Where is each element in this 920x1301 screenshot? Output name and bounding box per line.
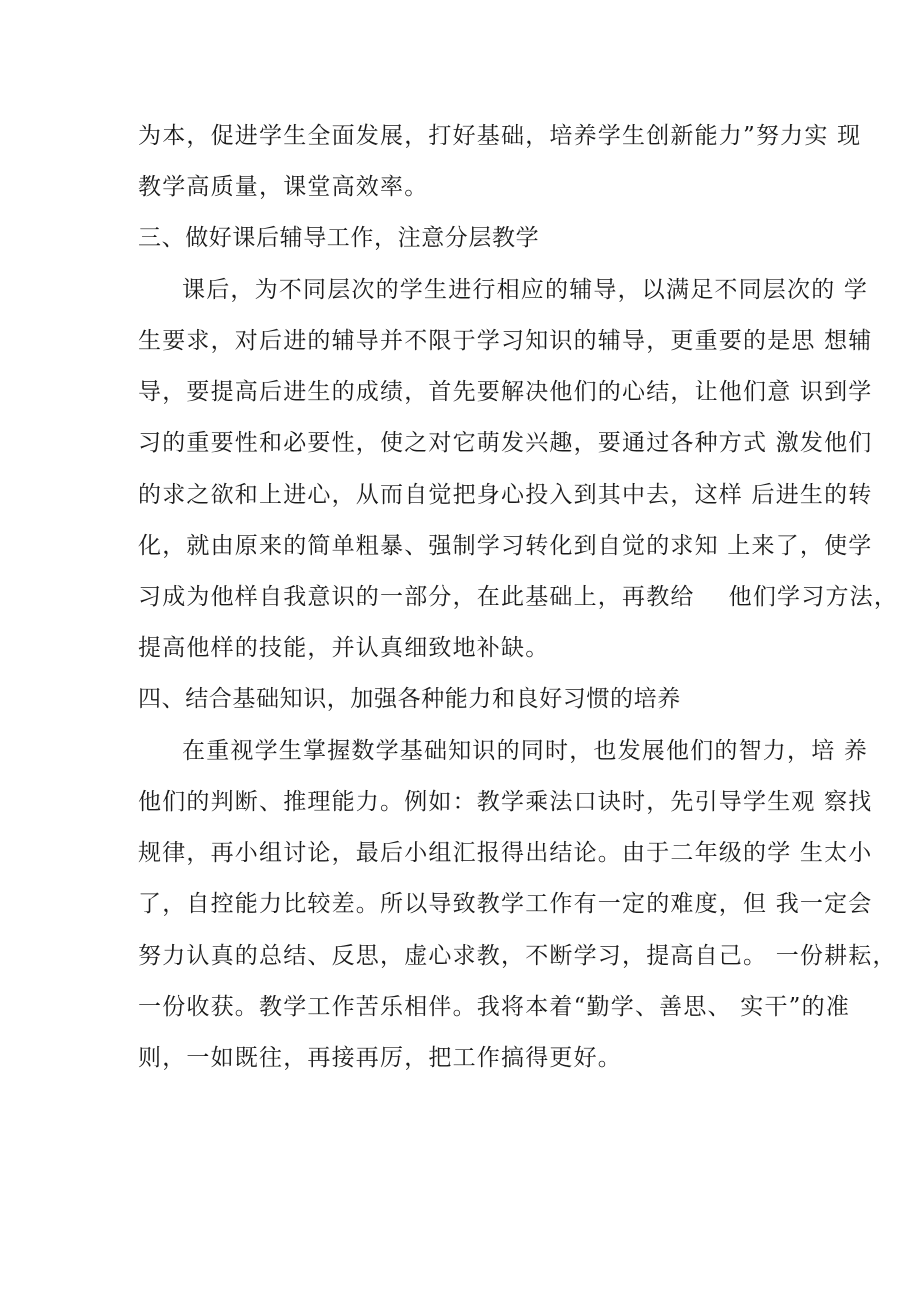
paragraph-first-line: 在重视学生掌握数学基础知识的同时，也发展他们的智力，培 养: [182, 738, 869, 764]
text-line: 规律，再小组讨论，最后小组汇报得出结论。由于二年级的学 生太小: [138, 840, 873, 866]
text-line: 习成为他样自我意识的一部分，在此基础上，再教给 他们学习方法，: [138, 584, 899, 610]
text-line: 化，就由原来的简单粗暴、强制学习转化到自觉的求知 上来了，使学: [138, 533, 873, 559]
text-line: 一份收获。教学工作苦乐相伴。我将本着“勤学、善思、 实干”的准: [138, 994, 851, 1020]
text-line: 生要求，对后进的辅导并不限于学习知识的辅导，更重要的是思 想辅: [138, 328, 873, 354]
text-line: 的求之欲和上进心，从而自觉把身心投入到其中去，这样 后进生的转: [138, 482, 873, 508]
text-line: 则，一如既往，再接再厉，把工作搞得更好。: [138, 1045, 622, 1071]
section-heading: 四、结合基础知识，加强各种能力和良好习惯的培养: [138, 686, 681, 712]
section-heading: 三、做好课后辅导工作，注意分层教学: [138, 225, 540, 251]
text-line: 导，要提高后进生的成绩，首先要解决他们的心结，让他们意 识到学: [138, 379, 873, 405]
text-line: 习的重要性和必要性，使之对它萌发兴趣，要通过各种方式 激发他们: [138, 430, 873, 456]
text-line: 他们的判断、推理能力。例如：教学乘法口诀时，先引导学生观 察找: [138, 789, 873, 815]
text-line: 提高他样的技能，并认真细致地补缺。: [138, 635, 550, 661]
text-line: 为本，促进学生全面发展，打好基础，培养学生创新能力”努力实 现: [138, 123, 862, 149]
text-line: 努力认真的总结、反思，虚心求教，不断学习，提高自己。 一份耕耘，: [138, 943, 897, 969]
paragraph-first-line: 课后，为不同层次的学生进行相应的辅导，以满足不同层次的 学: [182, 277, 869, 303]
text-line: 了，自控能力比较差。所以导致教学工作有一定的难度，但 我一定会: [138, 891, 873, 917]
text-line: 教学高质量，课堂高效率。: [138, 174, 429, 200]
